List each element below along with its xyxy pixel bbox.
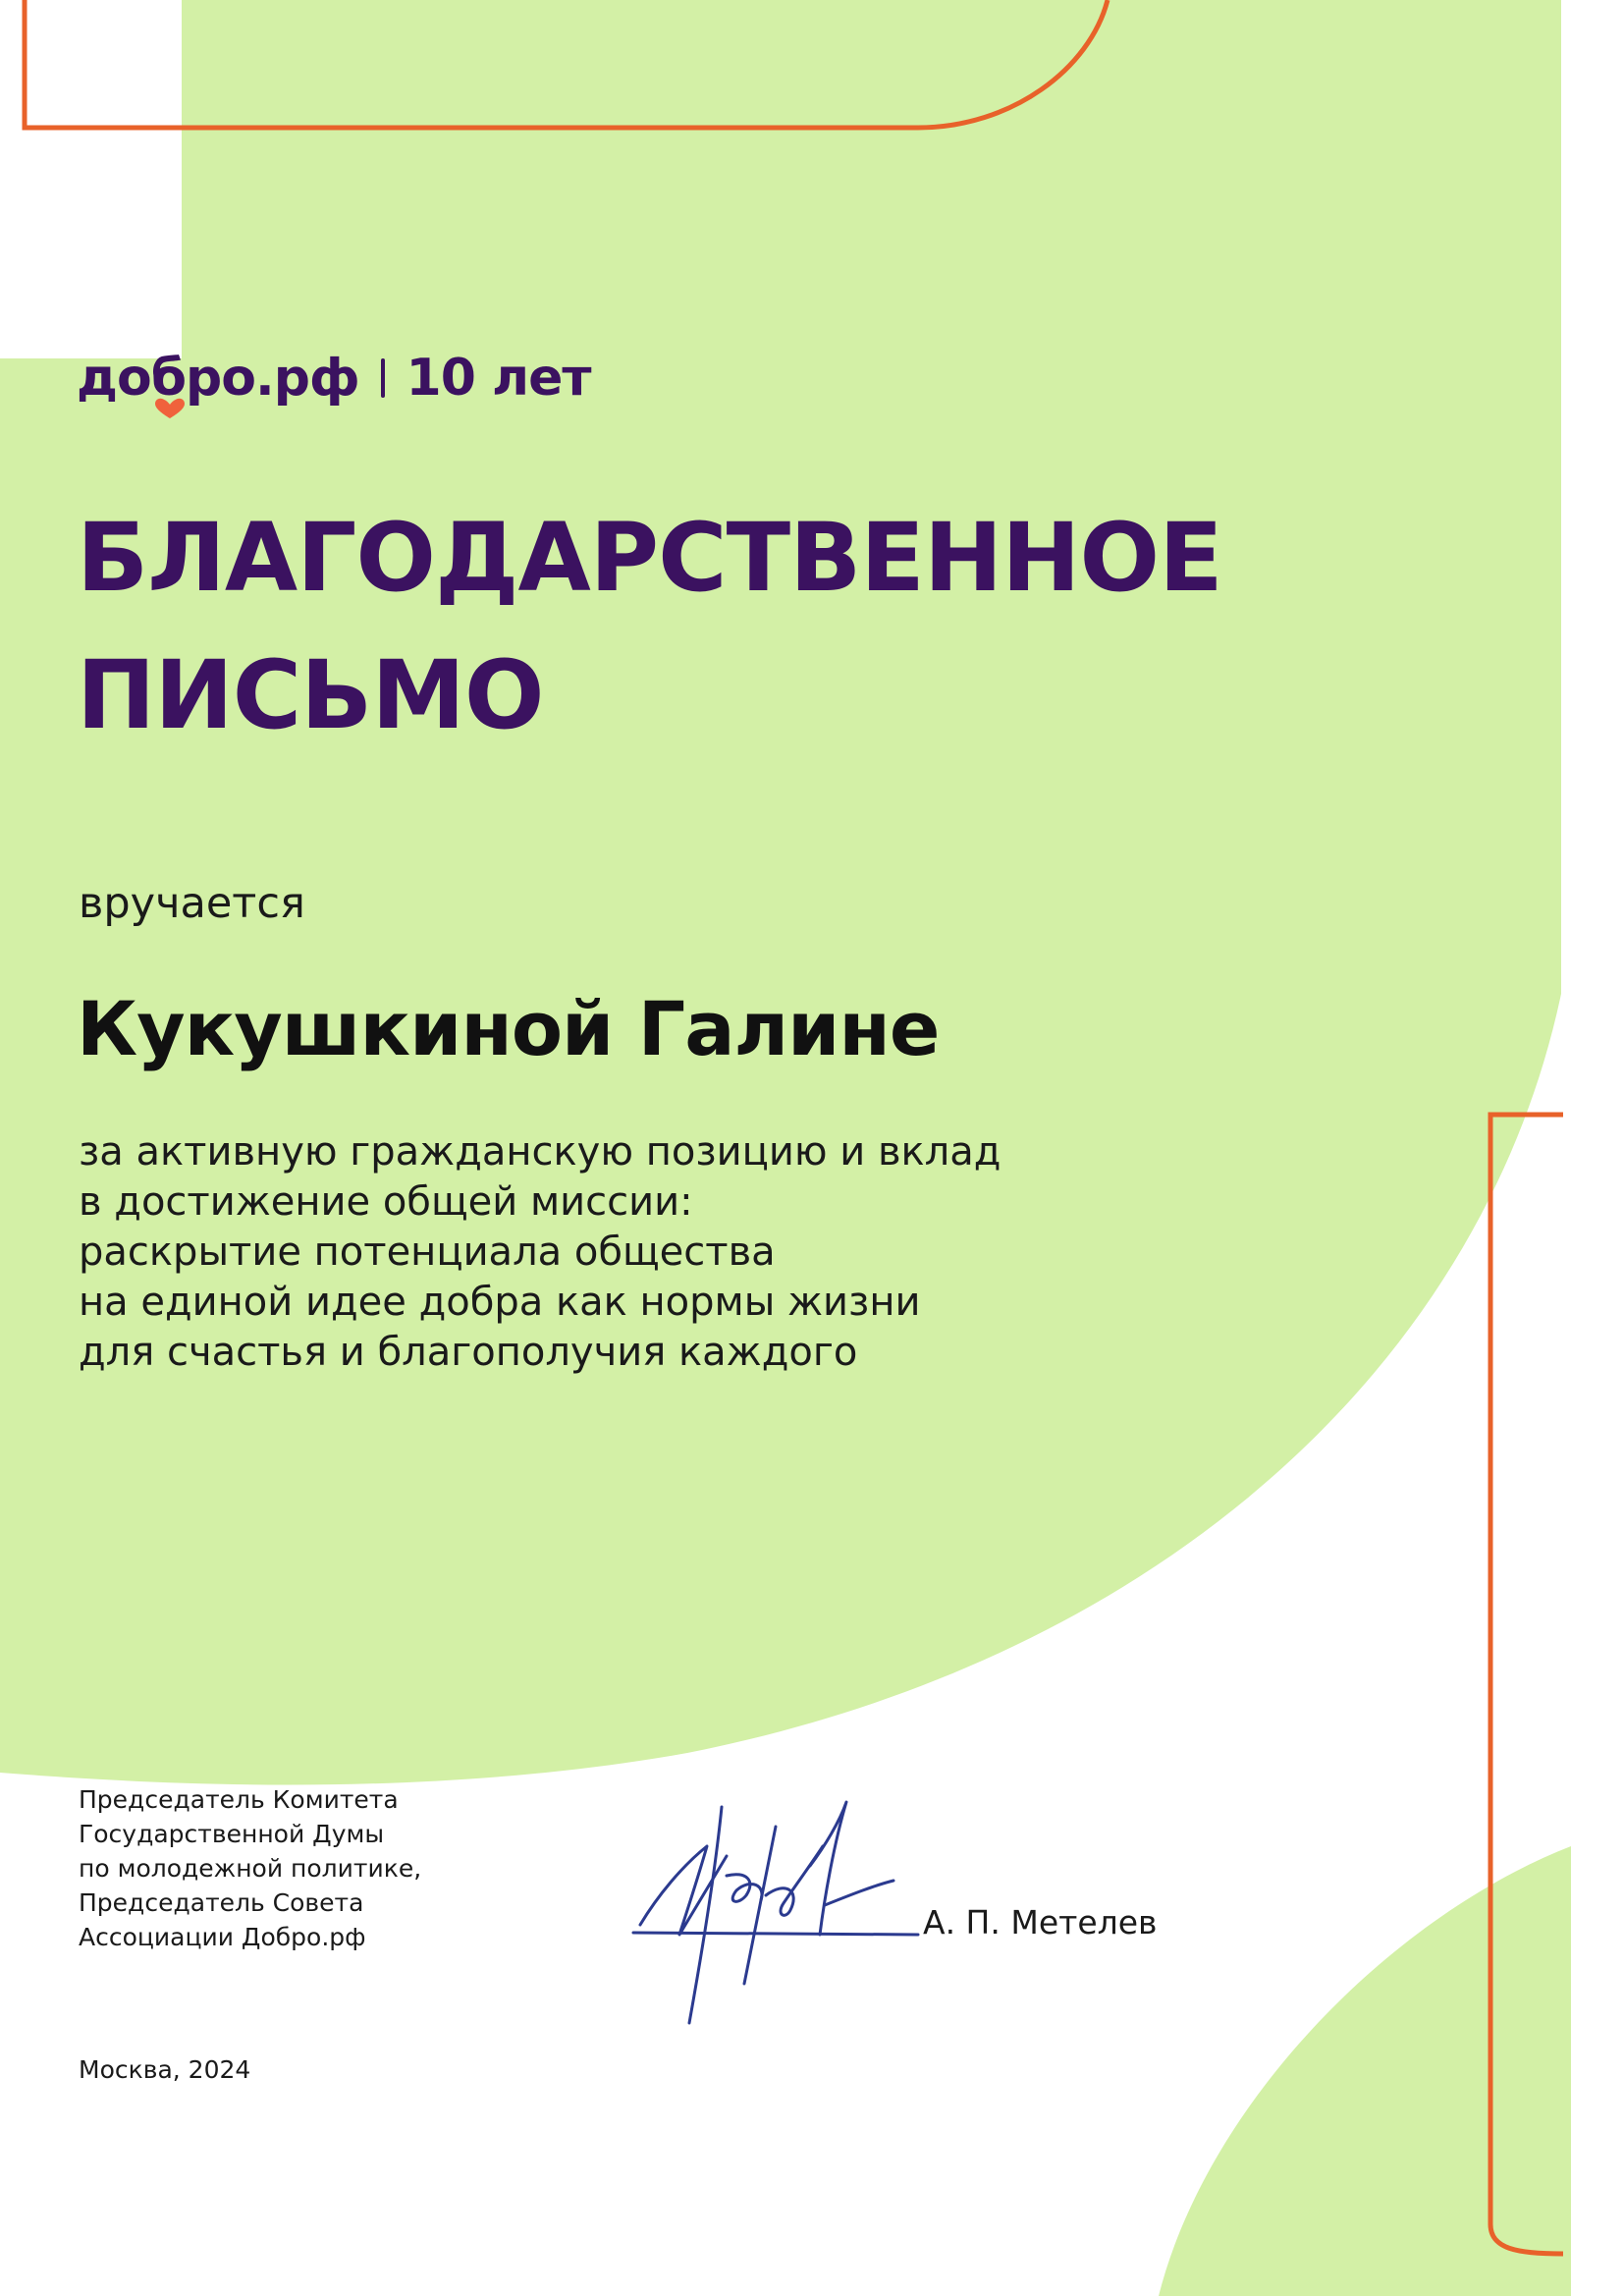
signer-position <box>79 1782 421 1954</box>
reason-line: для счастья и благополучия каждого <box>79 1330 858 1375</box>
title-line-2: ПИСЬМО <box>77 640 544 750</box>
reason-line: раскрытие потенциала общества <box>79 1230 776 1275</box>
reason-line: за активную гражданскую позицию и вклад <box>79 1129 1001 1175</box>
place-and-year: Москва, 2024 <box>79 2055 251 2084</box>
signer-position-line: Ассоциации Добро.рф <box>79 1923 366 1951</box>
logo-separator <box>381 358 385 398</box>
logo-anniversary-text: 10 лет <box>406 349 591 408</box>
reason-line: на единой идее добра как нормы жизни <box>79 1280 921 1325</box>
green-corner-circle <box>1159 1846 1571 2296</box>
signer-position-line: Председатель Комитета <box>79 1785 399 1814</box>
letter-title <box>77 489 1222 764</box>
signer-name: А. П. Метелев <box>923 1903 1158 1941</box>
handwritten-signature <box>628 1787 952 2043</box>
award-reason <box>79 1127 1001 1378</box>
recipient-name: Кукушкиной Галине <box>77 985 940 1072</box>
heart-icon <box>153 398 187 419</box>
title-line-1: БЛАГОДАРСТВЕННОЕ <box>77 503 1222 613</box>
signer-position-line: Государственной Думы <box>79 1820 385 1848</box>
awarded-label: вручается <box>79 879 305 928</box>
signer-position-line: по молодежной политике, <box>79 1854 422 1883</box>
dobro-logo <box>77 349 591 408</box>
reason-line: в достижение общей миссии: <box>79 1179 693 1225</box>
logo-brand-text: добро.рф <box>77 349 359 408</box>
signer-position-line: Председатель Совета <box>79 1888 364 1917</box>
